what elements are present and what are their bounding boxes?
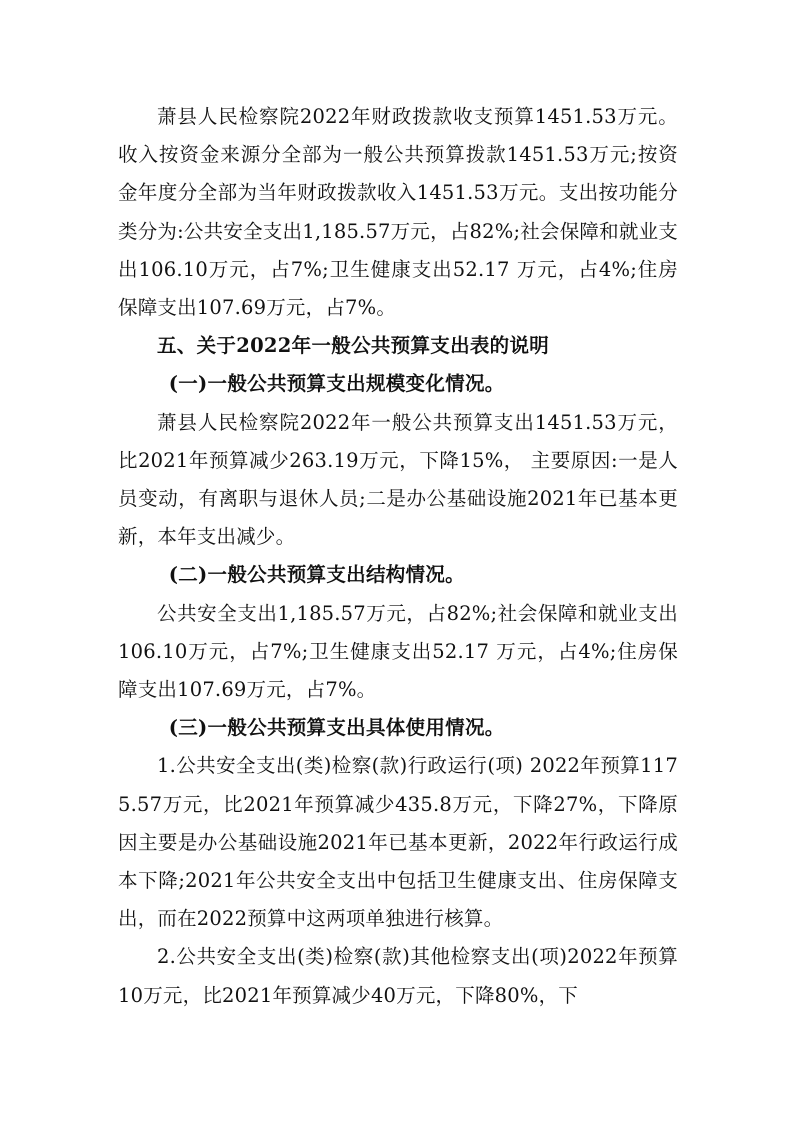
subheading-scale-change: (一)一般公共预算支出规模变化情况。: [168, 372, 505, 396]
subheading-structure: (二)一般公共预算支出结构情况。: [168, 563, 465, 587]
subheading-specific-use: (三)一般公共预算支出具体使用情况。: [168, 716, 505, 740]
section-heading-five: 五、关于2022年一般公共预算支出表的说明: [157, 334, 550, 358]
document-body: [118, 98, 678, 1015]
paragraph-item-2: 2.公共安全支出(类)检察(款)其他检察支出(项)2022年预算10万元，比2021年预算减少40万元，下降80%，下: [118, 945, 678, 1007]
paragraph-budget-summary: 萧县人民检察院2022年财政拨款收支预算1451.53万元。收入按资金来源分全部为一般公共预算拨款1451.53万元;按资金年度分全部为当年财政拨款收入1451.53万元。支出按功能分类分为:公共安全支出1,185.57万元，占82%;社会保障和就业支出106.10万元，占7%;卫生健康支出52.17 万元，占4%;住房保障支出107.69万元，占7%。: [118, 105, 678, 320]
paragraph-item-1: 1.公共安全支出(类)检察(款)行政运行(项) 2022年预算1175.57万元，比2021年预算减少435.8万元，下降27%，下降原因主要是办公基础设施2021年已基本更新，2022年行政运行成本下降;2021年公共安全支出中包括卫生健康支出、住房保障支出，而在2022预算中这两项单独进行核算。: [118, 754, 678, 931]
paragraph-structure: 公共安全支出1,185.57万元，占82%;社会保障和就业支出106.10万元，占7%;卫生健康支出52.17 万元，占4%;住房保障支出107.69万元，占7%。: [118, 601, 678, 702]
paragraph-scale-change: 萧县人民检察院2022年一般公共预算支出1451.53万元，比2021年预算减少263.19万元，下降15%， 主要原因:一是人员变动，有离职与退休人员;二是办公基础设施2021年已基本更新，本年支出减少。: [118, 410, 678, 549]
